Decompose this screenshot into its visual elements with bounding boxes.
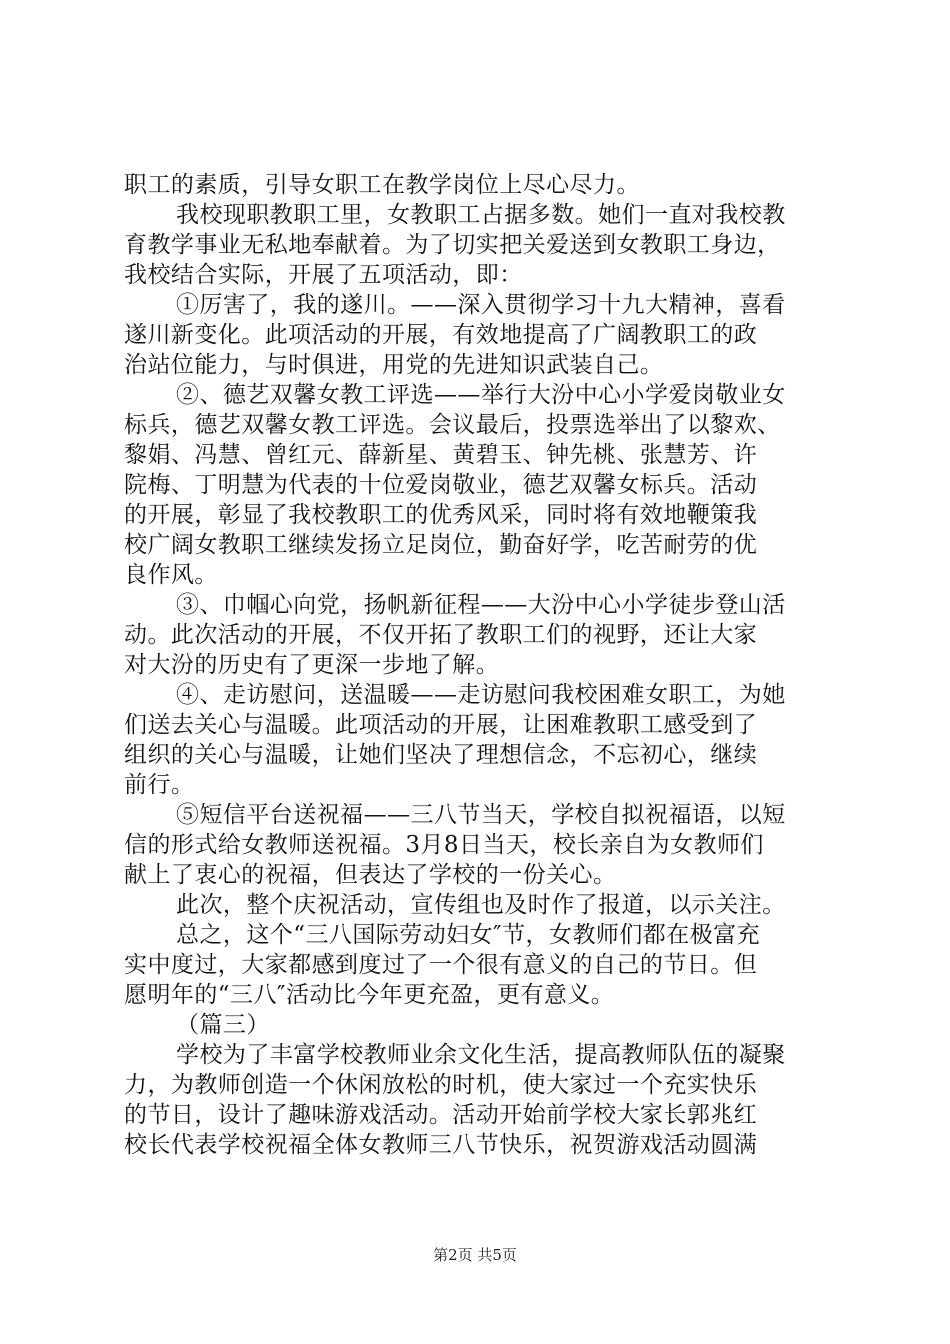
page-footer bbox=[0, 1245, 950, 1265]
text-line: ④、走访慰问，送温暖——走访慰问我校困难女职工，为她 bbox=[176, 682, 786, 708]
text-line: ⑤短信平台送祝福——三八节当天，学校自拟祝福语，以短 bbox=[176, 802, 786, 828]
text-line: 良作风。 bbox=[124, 562, 218, 588]
text-line: 此次，整个庆祝活动，宣传组也及时作了报道，以示关注。 bbox=[176, 892, 786, 918]
text-line: 黎娟、冯慧、曾红元、薛新星、黄碧玉、钟先桃、张慧芳、许 bbox=[124, 442, 758, 468]
text-line: 的开展，彰显了我校教职工的优秀风采，同时将有效地鞭策我 bbox=[124, 502, 758, 528]
text-line: 献上了衷心的祝福，但表达了学校的一份关心。 bbox=[124, 862, 617, 888]
text-line: 力，为教师创造一个休闲放松的时机，使大家过一个充实快乐 bbox=[124, 1072, 758, 1098]
document-body bbox=[124, 170, 836, 1160]
text-line: 对大汾的历史有了更深一步地了解。 bbox=[124, 652, 500, 678]
text-line: ②、德艺双馨女教工评选——举行大汾中心小学爱岗敬业女 bbox=[176, 382, 786, 408]
text-line: 们送去关心与温暖。此项活动的开展，让困难教职工感受到了 bbox=[124, 712, 758, 738]
text-line: 育教学事业无私地奉献着。为了切实把关爱送到女教职工身边， bbox=[124, 232, 781, 258]
text-line: 愿明年的“三八″活动比今年更充盈，更有意义。 bbox=[124, 982, 615, 1008]
text-line: 组织的关心与温暖，让她们坚决了理想信念，不忘初心，继续 bbox=[124, 742, 758, 768]
text-line: 我校现职教职工里，女教职工占据多数。她们一直对我校教 bbox=[176, 202, 786, 228]
text-line: 信的形式给女教师送祝福。3月8日当天，校长亲自为女教师们 bbox=[124, 832, 764, 858]
text-line: 职工的素质，引导女职工在教学岗位上尽心尽力。 bbox=[124, 172, 640, 198]
text-line: 遂川新变化。此项活动的开展，有效地提高了广阔教职工的政 bbox=[124, 322, 758, 348]
text-line: ③、巾帼心向党，扬帆新征程——大汾中心小学徒步登山活 bbox=[176, 592, 786, 618]
text-line: 治站位能力，与时俱进，用党的先进知识武装自己。 bbox=[124, 352, 664, 378]
text-line: 校广阔女教职工继续发扬立足岗位，勤奋好学，吃苦耐劳的优 bbox=[124, 532, 758, 558]
text-line: 实中度过，大家都感到度过了一个很有意义的自己的节日。但 bbox=[124, 952, 758, 978]
page-number: 第2页 共5页 bbox=[433, 1246, 517, 1264]
section-heading: （篇三） bbox=[176, 1012, 270, 1038]
text-line: 标兵，德艺双馨女教工评选。会议最后，投票选举出了以黎欢、 bbox=[124, 412, 781, 438]
text-line: 校长代表学校祝福全体女教师三八节快乐，祝贺游戏活动圆满 bbox=[124, 1132, 758, 1158]
text-line: ①厉害了，我的遂川。——深入贯彻学习十九大精神，喜看 bbox=[176, 292, 786, 318]
text-line: 的节日，设计了趣味游戏活动。活动开始前学校大家长郭兆红 bbox=[124, 1102, 758, 1128]
text-line: 动。此次活动的开展，不仅开拓了教职工们的视野，还让大家 bbox=[124, 622, 758, 648]
text-line: 前行。 bbox=[124, 772, 195, 798]
text-line: 学校为了丰富学校教师业余文化生活，提高教师队伍的凝聚 bbox=[176, 1042, 786, 1068]
text-line: 我校结合实际，开展了五项活动，即： bbox=[124, 262, 523, 288]
text-line: 总之，这个“三八国际劳动妇女″节，女教师们都在极富充 bbox=[176, 922, 761, 948]
text-line: 院梅、丁明慧为代表的十位爱岗敬业，德艺双馨女标兵。活动 bbox=[124, 472, 758, 498]
